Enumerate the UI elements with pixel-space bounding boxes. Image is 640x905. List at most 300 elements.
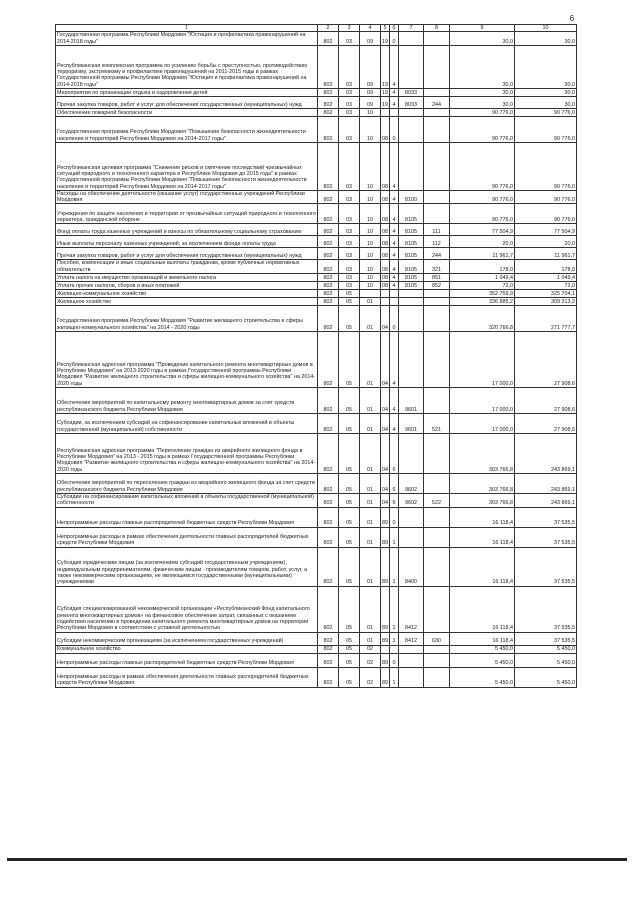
table-row (56, 204, 577, 224)
amount-2015: 90 776,0 (450, 204, 515, 224)
target-article-code: 9601 (399, 388, 424, 414)
row-name: Республиканская целевая программа "Снижение рисков и смягчение последствий чрезвычайных ситуаций природного и техногенного характера в Республике Мордовия до 2015 года" в рамках Государственной программы Республики Мордовия "Повышение безопасности жизнедеятельности населения и территорий Республики Мордовия на 2014-2017 годы" (56, 142, 318, 190)
table-row (56, 260, 577, 274)
amount-2016: 72,0 (515, 282, 577, 290)
subprogram-code (390, 645, 399, 653)
ministry-code: 802 (318, 547, 339, 586)
row-name: Уплата прочих налогов, сборов и иных платежей (56, 282, 318, 290)
amount-2016: 27 908,6 (515, 332, 577, 388)
section-code: 05 (339, 527, 360, 547)
ministry-code: 802 (318, 474, 339, 494)
expense-type-code (424, 204, 450, 224)
subsection-code: 01 (360, 586, 381, 632)
target-article-code (399, 45, 424, 88)
column-number: 6 (390, 25, 399, 32)
amount-2016: 5 450,0 (515, 653, 577, 667)
subsection-code: 01 (360, 306, 381, 332)
subsection-code (360, 290, 381, 298)
ministry-code: 802 (318, 108, 339, 116)
expense-type-code (424, 108, 450, 116)
table-row (56, 527, 577, 547)
subprogram-code: 6 (390, 494, 399, 508)
amount-2015: 90 776,0 (450, 142, 515, 190)
expense-type-code (424, 290, 450, 298)
expense-type-code (424, 527, 450, 547)
subsection-code: 01 (360, 434, 381, 474)
expense-type-code (424, 45, 450, 88)
expense-type-code (424, 547, 450, 586)
subprogram-code: 6 (390, 474, 399, 494)
column-number: 5 (381, 25, 390, 32)
section-code: 05 (339, 586, 360, 632)
section-code: 05 (339, 290, 360, 298)
row-name: Субсидия юридическим лицам (за исключением субсидий государственным учреждениям), индивидуальным предпринимателям, физическим лицам - производителям товаров, работ, услуг, а также некоммерческим организациям, не являющимся государственными (муниципальными) учреждениями (56, 547, 318, 586)
table-row (56, 96, 577, 108)
target-article-code (399, 116, 424, 142)
row-name: Государственная программа Республики Мордовия "Развитие жилищного строительства и сферы жилищно-коммунального хозяйства" на 2014 - 2020 годы (56, 306, 318, 332)
table-row (56, 507, 577, 527)
expense-type-code (424, 388, 450, 414)
table-row (56, 494, 577, 508)
ministry-code: 802 (318, 388, 339, 414)
table-row (56, 332, 577, 388)
target-article-code: 8033 (399, 88, 424, 96)
amount-2015: 352 759,9 (450, 290, 515, 298)
ministry-code: 802 (318, 667, 339, 687)
amount-2016: 37 535,5 (515, 586, 577, 632)
table-row (56, 414, 577, 434)
table-row (56, 645, 577, 653)
subprogram-code: 0 (390, 32, 399, 46)
row-name: Обеспечение пожарной безопасности (56, 108, 318, 116)
ministry-code: 802 (318, 274, 339, 282)
table-row (56, 298, 577, 306)
ministry-code: 802 (318, 653, 339, 667)
row-name: Обеспечение мероприятий по капитальному ремонту многоквартирных домов за счет средств республиканского бюджета Республики Мордовия (56, 388, 318, 414)
column-number: 7 (399, 25, 424, 32)
section-code: 05 (339, 547, 360, 586)
amount-2015: 16 118,4 (450, 632, 515, 645)
ministry-code: 802 (318, 204, 339, 224)
subsection-code: 01 (360, 298, 381, 306)
target-article-code (399, 108, 424, 116)
target-article-code (399, 434, 424, 474)
table-row (56, 586, 577, 632)
row-name: Уплата налога на имущество организаций и земельного налога (56, 274, 318, 282)
amount-2016: 1 049,4 (515, 274, 577, 282)
program-code: 89 (381, 507, 390, 527)
table-row (56, 282, 577, 290)
subprogram-code: 4 (390, 88, 399, 96)
section-code: 05 (339, 653, 360, 667)
target-article-code (399, 653, 424, 667)
subsection-code: 02 (360, 645, 381, 653)
table-row (56, 32, 577, 46)
program-code: 89 (381, 667, 390, 687)
table-row (56, 274, 577, 282)
subsection-code: 02 (360, 667, 381, 687)
target-article-code (399, 645, 424, 653)
subprogram-code: 4 (390, 224, 399, 236)
table-row (56, 108, 577, 116)
program-code: 19 (382, 89, 388, 96)
expense-type-code (424, 586, 450, 632)
table-row (56, 116, 577, 142)
program-code: 08 (381, 142, 390, 190)
ministry-code: 802 (318, 290, 339, 298)
row-name: Иные выплаты персоналу казенных учреждений, за исключением фонда оплаты труда (56, 236, 318, 248)
column-number: 1 (56, 25, 318, 32)
row-name: Непрограммные расходы в рамках обеспечения деятельности главных распорядителей бюджетных средств Республики Мордовия (56, 667, 318, 687)
expense-type-code (424, 645, 450, 653)
section-code: 05 (339, 332, 360, 388)
target-article-code: 8105 (399, 282, 424, 290)
section-code: 03 (339, 142, 360, 190)
subsection-code: 09 (360, 32, 381, 46)
subprogram-code: 4 (390, 248, 399, 260)
amount-2016: 309 313,2 (515, 298, 577, 306)
ministry-code: 802 (318, 142, 339, 190)
amount-2015: 303 766,8 (450, 494, 515, 508)
ministry-code: 802 (318, 224, 339, 236)
target-article-code: 8105 (399, 248, 424, 260)
amount-2016: 37 535,5 (515, 527, 577, 547)
section-code: 03 (339, 190, 360, 204)
subsection-code: 10 (360, 260, 381, 274)
column-number: 8 (424, 25, 450, 32)
row-name: Субсидия специализированной некоммерческой организации «Республиканский Фонд капитального ремонта многоквартирных домов» на финансовое обеспечение затрат, связанных с оказанием содействия населению в проведении капитального ремонта многоквартирных домов на территории Республики Мордовия в соответствии с уставной деятельностью (56, 586, 318, 632)
amount-2015: 77 504,9 (450, 224, 515, 236)
amount-2016: 37 535,5 (515, 507, 577, 527)
table-row (56, 474, 577, 494)
subprogram-code (390, 298, 399, 306)
target-article-code: 8100 (399, 190, 424, 204)
amount-2015: 16 118,4 (450, 586, 515, 632)
section-code: 03 (339, 88, 360, 96)
section-code: 05 (339, 632, 360, 645)
subsection-code: 01 (360, 632, 381, 645)
subprogram-code: 1 (390, 527, 399, 547)
table-row (56, 632, 577, 645)
program-code: 04 (381, 494, 390, 508)
row-name: Республиканская комплексная программа по усилению борьбы с преступностью, противодействию терроризму, экстремизму и профилактике правонарушений на 2011-2015 годы в рамках Государственной программы Республики Мордовия "Юстиция и профилактика правонарушений на 2014-2018 годы" (56, 45, 318, 88)
expense-type-code (424, 653, 450, 667)
expense-type-code (424, 667, 450, 687)
program-code: 04 (381, 414, 390, 434)
amount-2016: 5 450,0 (515, 667, 577, 687)
program-code: 08 (381, 204, 390, 224)
section-code: 03 (339, 248, 360, 260)
program-code: 08 (381, 116, 390, 142)
ministry-code: 802 (318, 116, 339, 142)
subsection-code: 01 (360, 332, 381, 388)
program-code: 19 (381, 32, 390, 46)
table-row (56, 306, 577, 332)
amount-2016: 37 535,5 (515, 547, 577, 586)
section-code: 03 (339, 96, 360, 108)
amount-2015: 336 885,2 (450, 298, 515, 306)
ministry-code: 802 (318, 414, 339, 434)
target-article-code: 8105 (399, 236, 424, 248)
subprogram-code: 0 (390, 507, 399, 527)
table-row (56, 190, 577, 204)
amount-2016: 27 908,6 (515, 388, 577, 414)
amount-2015: 30,0 (450, 45, 515, 88)
program-code: 04 (381, 474, 390, 494)
subsection-code: 10 (360, 248, 381, 260)
amount-2015: 30,0 (450, 32, 515, 46)
ministry-code: 802 (318, 96, 339, 108)
amount-2015: 16 118,4 (450, 527, 515, 547)
target-article-code: 8105 (399, 274, 424, 282)
subsection-code: 10 (360, 236, 381, 248)
amount-2015: 5 450,0 (450, 645, 515, 653)
row-name: Пособия, компенсации и иные социальные выплаты гражданам, кроме публичных нормативных обязательств (56, 260, 318, 274)
ministry-code: 802 (318, 88, 339, 96)
section-code: 03 (339, 108, 360, 116)
section-code: 05 (339, 414, 360, 434)
target-article-code (399, 290, 424, 298)
expense-type-code (424, 507, 450, 527)
amount-2015: 11 961,7 (450, 248, 515, 260)
subprogram-code: 4 (390, 332, 399, 388)
target-article-code: 8412 (399, 632, 424, 645)
subsection-code: 09 (360, 96, 381, 108)
expense-type-code: 244 (424, 96, 450, 108)
expense-type-code: 111 (424, 224, 450, 236)
table-row (56, 290, 577, 298)
target-article-code: 9602 (399, 494, 424, 508)
column-number: 9 (450, 25, 515, 32)
target-article-code: 8412 (399, 586, 424, 632)
subsection-code: 01 (360, 527, 381, 547)
program-code (381, 298, 390, 306)
ministry-code: 802 (318, 645, 339, 653)
expense-type-code (424, 474, 450, 494)
subprogram-code (390, 108, 399, 116)
expense-type-code (424, 142, 450, 190)
table-row (56, 388, 577, 414)
expense-type-code (424, 332, 450, 388)
subsection-code: 01 (360, 474, 381, 494)
row-name: Коммунальное хозяйство (56, 645, 318, 653)
amount-2015: 17 000,0 (450, 332, 515, 388)
subprogram-code: 4 (390, 190, 399, 204)
row-name: Прочая закупка товаров, работ и услуг для обеспечения государственных (муниципальных) нужд (56, 96, 318, 108)
ministry-code: 802 (318, 32, 339, 46)
program-code: 89 (381, 653, 390, 667)
amount-2016: 90 776,0 (515, 190, 577, 204)
expense-type-code: 244 (424, 248, 450, 260)
section-code: 05 (339, 388, 360, 414)
amount-2016: 178,0 (515, 260, 577, 274)
amount-2015: 178,0 (450, 260, 515, 274)
program-code: 08 (381, 248, 390, 260)
row-name: Субсидии, за исключением субсидий на софинансирование капитальных вложений в объекты государственной (муниципальной) собственности (56, 414, 318, 434)
amount-2016: 90 776,0 (515, 142, 577, 190)
program-code: 08 (381, 224, 390, 236)
amount-2015: 90 776,0 (450, 190, 515, 204)
subprogram-code: 4 (390, 96, 399, 108)
amount-2016: 90 776,0 (515, 116, 577, 142)
section-code: 05 (339, 667, 360, 687)
target-article-code: 8105 (399, 224, 424, 236)
amount-2015: 5 450,0 (450, 667, 515, 687)
subsection-code: 10 (360, 190, 381, 204)
expense-type-code: 851 (424, 274, 450, 282)
ministry-code: 802 (318, 260, 339, 274)
section-code: 03 (339, 260, 360, 274)
amount-2015: 30,0 (450, 96, 515, 108)
subprogram-code: 4 (390, 45, 399, 88)
expense-type-code (424, 116, 450, 142)
table-row (56, 653, 577, 667)
subprogram-code: 1 (390, 586, 399, 632)
amount-2016: 243 869,1 (515, 474, 577, 494)
row-name: Жилищно-коммунальное хозяйство (56, 290, 318, 298)
target-article-code (399, 142, 424, 190)
ministry-code: 802 (318, 236, 339, 248)
subsection-code: 01 (360, 547, 381, 586)
section-code: 05 (339, 298, 360, 306)
amount-2016: 77 504,9 (515, 224, 577, 236)
subprogram-code: 6 (390, 434, 399, 474)
subsection-code: 10 (360, 116, 381, 142)
subsection-code: 10 (360, 282, 381, 290)
target-article-code: 8400 (399, 547, 424, 586)
program-code: 04 (381, 388, 390, 414)
section-code: 05 (339, 645, 360, 653)
target-article-code (399, 507, 424, 527)
target-article-code (399, 32, 424, 46)
table-row (56, 236, 577, 248)
row-name: Республиканская адресная программа "Переселение граждан из аварийного жилищного фонда в Республике Мордовия" на 2013 - 2015 годы в рамках Государственной программы Республики Мордовия "Развитие жилищного строительства и сферы жилищно-коммунального хозяйства" на 2014-2020 годы (56, 434, 318, 474)
amount-2015: 72,0 (450, 282, 515, 290)
row-name: Непрограммные расходы главных распорядителей бюджетных средств Республики Мордовия (56, 507, 318, 527)
program-code: 08 (381, 190, 390, 204)
row-name: Фонд оплаты труда казенных учреждений и взносы по обязательному социальному страхованию (56, 224, 318, 236)
amount-2016: 271 777,7 (515, 306, 577, 332)
row-name: Республиканская адресная программа "Проведение капитального ремонта многоквартирных домов в Республике Мордовия" на 2013-2020 годы в рамках Государственной программы Республики Мордовия "Развитие жилищного строительства и сферы жилищно-коммунального хозяйства" на 2014-2020 годы (56, 332, 318, 388)
subprogram-code: 0 (390, 116, 399, 142)
section-code: 05 (339, 507, 360, 527)
program-code: 19 (381, 45, 390, 88)
amount-2015: 16 118,4 (450, 507, 515, 527)
amount-2016: 5 450,0 (515, 645, 577, 653)
program-code: 08 (382, 282, 388, 289)
subprogram-code (390, 290, 399, 298)
page-bottom-rule (7, 858, 627, 861)
program-code: 89 (381, 547, 390, 586)
section-code: 03 (339, 224, 360, 236)
expense-type-code: 321 (424, 260, 450, 274)
amount-2016: 30,0 (515, 88, 577, 96)
ministry-code: 802 (318, 434, 339, 474)
ministry-code: 802 (318, 306, 339, 332)
program-code: 08 (382, 274, 388, 281)
ministry-code: 802 (318, 45, 339, 88)
amount-2016: 325 704,1 (515, 290, 577, 298)
subsection-code: 01 (360, 494, 381, 508)
column-number-row (56, 25, 577, 32)
subprogram-code: 4 (390, 142, 399, 190)
target-article-code: 8105 (399, 260, 424, 274)
target-article-code: 8105 (399, 204, 424, 224)
subprogram-code: 0 (390, 306, 399, 332)
subprogram-code: 0 (390, 653, 399, 667)
row-name: Государственная программа Республики Мордовия "Юстиция и профилактика правонарушений на 2014-2018 годы" (56, 32, 318, 46)
section-code: 03 (339, 236, 360, 248)
program-code: 04 (381, 332, 390, 388)
amount-2016: 20,0 (515, 236, 577, 248)
target-article-code: 8033 (399, 96, 424, 108)
expense-type-code (424, 306, 450, 332)
section-code: 05 (339, 494, 360, 508)
page-number: 6 (569, 14, 575, 23)
table-row (56, 667, 577, 687)
table-row (56, 224, 577, 236)
amount-2015: 303 766,8 (450, 474, 515, 494)
target-article-code: 9602 (399, 474, 424, 494)
table-row (56, 88, 577, 96)
section-code: 05 (339, 434, 360, 474)
amount-2015: 90 776,0 (450, 108, 515, 116)
target-article-code (399, 332, 424, 388)
section-code: 03 (339, 282, 360, 290)
amount-2015: 20,0 (450, 236, 515, 248)
section-code: 03 (339, 274, 360, 282)
subsection-code: 01 (360, 507, 381, 527)
program-code (381, 645, 390, 653)
expense-type-code: 522 (424, 494, 450, 508)
section-code: 05 (339, 306, 360, 332)
subsection-code: 01 (360, 414, 381, 434)
ministry-code: 802 (318, 527, 339, 547)
row-name: Учреждения по защите населения и территории от чрезвычайных ситуаций природного и техногенного характера, гражданской обороне (56, 204, 318, 224)
ministry-code: 802 (318, 586, 339, 632)
ministry-code: 802 (318, 248, 339, 260)
subprogram-code: 4 (390, 236, 399, 248)
subprogram-code: 1 (390, 667, 399, 687)
program-code: 08 (381, 236, 390, 248)
ministry-code: 802 (318, 507, 339, 527)
program-code: 04 (381, 306, 390, 332)
row-name: Обеспечение мероприятий по переселению граждан из аварийного жилищного фонда за счет средств республиканского бюджета Республики Мордовия (56, 474, 318, 494)
expense-type-code (424, 190, 450, 204)
program-code: 04 (381, 434, 390, 474)
ministry-code: 802 (318, 282, 339, 290)
subprogram-code: 4 (390, 274, 399, 282)
ministry-code: 802 (318, 298, 339, 306)
amount-2016: 27 908,6 (515, 414, 577, 434)
amount-2016: 90 776,0 (515, 108, 577, 116)
amount-2015: 320 766,8 (450, 306, 515, 332)
row-name: Непрограммные расходы главных распорядителей бюджетных средств Республики Мордовия (56, 653, 318, 667)
amount-2016: 90 776,0 (515, 204, 577, 224)
subsection-code: 09 (360, 45, 381, 88)
row-name: Жилищное хозяйство (56, 298, 318, 306)
amount-2015: 16 118,4 (450, 547, 515, 586)
program-code: 89 (381, 527, 390, 547)
amount-2015: 17 000,0 (450, 388, 515, 414)
subprogram-code: 1 (390, 632, 399, 645)
ministry-code: 802 (318, 632, 339, 645)
target-article-code: 9601 (399, 414, 424, 434)
column-number: 10 (515, 25, 577, 32)
section-code: 05 (339, 474, 360, 494)
amount-2016: 243 869,1 (515, 494, 577, 508)
subprogram-code: 4 (390, 414, 399, 434)
